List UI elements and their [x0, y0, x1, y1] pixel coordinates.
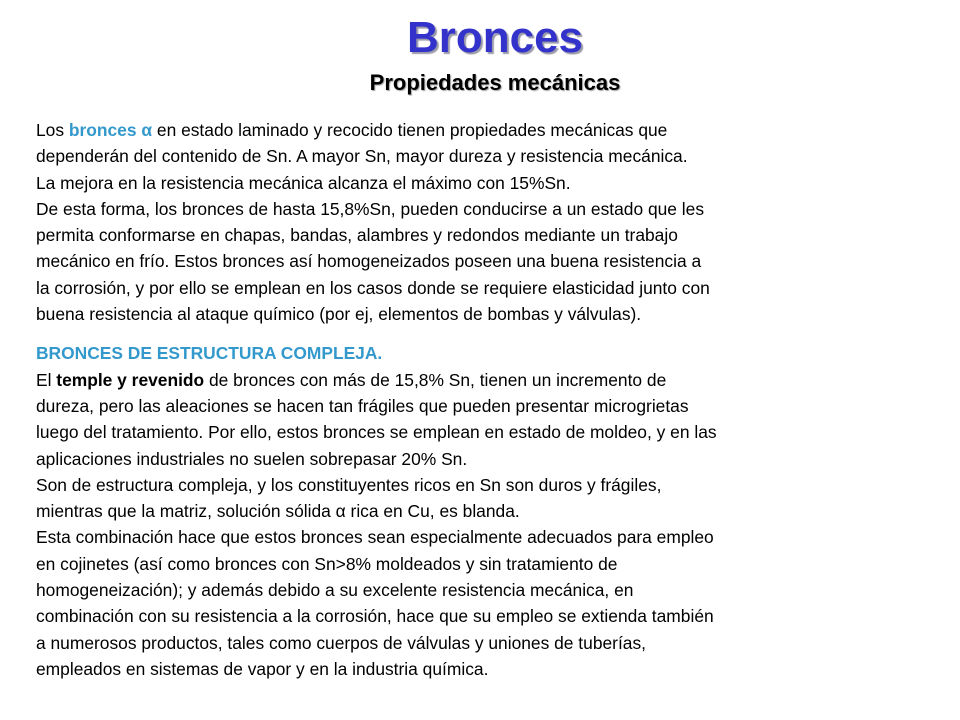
text-line: Esta combinación hace que estos bronces sean especialmente adecuados para empleo	[36, 527, 714, 548]
text-line: la corrosión, y por ello se emplean en los casos donde se requiere elasticidad junto con	[36, 277, 710, 298]
slide-body	[36, 117, 936, 682]
text-line: mientras que la matriz, solución sólida α rica en Cu, es blanda.	[36, 501, 520, 522]
slide-title: Bronces	[406, 13, 584, 62]
text-line: mecánico en frío. Estos bronces así homogeneizados poseen una buena resistencia a	[36, 251, 702, 272]
text-line: aplicaciones industriales no suelen sobrepasar 20% Sn.	[36, 448, 468, 469]
paragraph-gap	[36, 327, 936, 340]
text-line: El temple y revenido de bronces con más de 15,8% Sn, tienen un incremento de	[36, 369, 667, 390]
text-line: dureza, pero las aleaciones se hacen tan frágiles que pueden presentar microgrietas	[36, 395, 689, 416]
text-line: buena resistencia al ataque químico (por ej, elementos de bombas y válvulas).	[36, 304, 642, 325]
paragraph-bronces-alfa	[36, 117, 936, 327]
slide-subtitle: Propiedades mecánicas	[369, 70, 621, 95]
text-line: en cojinetes (así como bronces con Sn>8% moldeados y sin tratamiento de	[36, 553, 618, 574]
text-line: homogeneización); y además debido a su excelente resistencia mecánica, en	[36, 580, 634, 601]
section-heading: BRONCES DE ESTRUCTURA COMPLEJA.	[36, 343, 383, 364]
text-line: empleados en sistemas de vapor y en la industria química.	[36, 658, 489, 679]
text-line: dependerán del contenido de Sn. A mayor Sn, mayor dureza y resistencia mecánica.	[36, 146, 688, 167]
text-line: permita conformarse en chapas, bandas, alambres y redondos mediante un trabajo	[36, 225, 678, 246]
bold-temple-revenido: temple y revenido	[56, 369, 205, 390]
text-line: luego del tratamiento. Por ello, estos bronces se emplean en estado de moldeo, y en las	[36, 422, 717, 443]
text-line: La mejora en la resistencia mecánica alcanza el máximo con 15%Sn.	[36, 172, 571, 193]
text-line: Son de estructura compleja, y los constituyentes ricos en Sn son duros y frágiles,	[36, 474, 662, 495]
text-line: combinación con su resistencia a la corrosión, hace que su empleo se extienda también	[36, 606, 714, 627]
text-line: De esta forma, los bronces de hasta 15,8%Sn, pueden conducirse a un estado que les	[36, 198, 705, 219]
text-line: Los bronces α en estado laminado y recocido tienen propiedades mecánicas que	[36, 120, 668, 140]
text-line: a numerosos productos, tales como cuerpos de válvulas y uniones de tuberías,	[36, 632, 646, 653]
paragraph-estructura-compleja	[36, 340, 936, 682]
highlight-bronces-alfa: bronces α	[68, 120, 153, 140]
